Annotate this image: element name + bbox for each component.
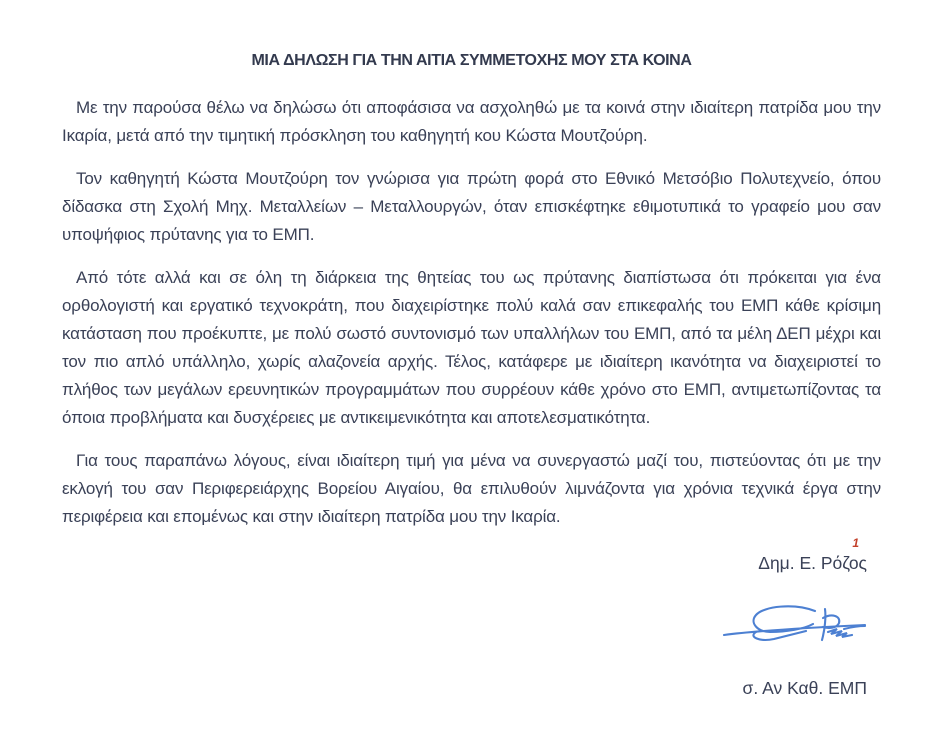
signatory-name: Δημ. Ε. Ρόζος xyxy=(758,553,867,573)
document-body xyxy=(62,94,881,531)
paragraph-3: Από τότε αλλά και σε όλη τη διάρκεια της θητείας του ως πρύτανης διαπίστωσα ότι πρόκειται για ένα ορθολογιστή και εργατικό τεχνοκράτη, που διαχειρίστηκε πολύ καλά σαν επικεφαλής του ΕΜΠ κάθε κρίσιμη κατάσταση που προέκυπτε, με πολύ σωστό συντονισμό των υπαλλήλων του ΕΜΠ, από τα μέλη ΔΕΠ μέχρι και τον πιο απλό υπάλληλο, χωρίς αλαζονεία αρχής. Τέλος, κατάφερε με ιδιαίτερη ικανότητα να διαχειριστεί το πλήθος των μεγάλων ερευνητικών προγραμμάτων που συρρέουν κάθε χρόνο στο ΕΜΠ, αντιμετωπίζοντας τα όποια προβλήματα και δυσχέρειες με αντικειμενικότητα και αποτελεσματικότητα. xyxy=(62,268,881,427)
handwritten-signature-icon xyxy=(722,601,867,656)
red-annotation-mark: 1 xyxy=(852,536,859,550)
paragraph-1: Με την παρούσα θέλω να δηλώσω ότι αποφάσισα να ασχοληθώ με τα κοινά στην ιδιαίτερη πατρίδα μου την Ικαρία, μετά από την τιμητική πρόσκληση του καθηγητή κου Κώστα Μουτζούρη. xyxy=(62,98,881,145)
signatory-role: σ. Αν Καθ. ΕΜΠ xyxy=(742,678,867,698)
document-title: ΜΙΑ ΔΗΛΩΣΗ ΓΙΑ ΤΗΝ ΑΙΤΙΑ ΣΥΜΜΕΤΟΧΗΣ ΜΟΥ ΣΤΑ ΚΟΙΝΑ xyxy=(251,52,692,69)
paragraph-4: Για τους παραπάνω λόγους, είναι ιδιαίτερη τιμή για μένα να συνεργαστώ μαζί του, πιστεύοντας ότι με την εκλογή του σαν Περιφερειάρχης Βορείου Αιγαίου, θα επιλυθούν λιμνάζοντα για χρόνια τεχνικά έργα στην περιφέρεια και επομένως και στην ιδιαίτερη πατρίδα μου την Ικαρία. xyxy=(62,451,881,526)
paragraph-2: Τον καθηγητή Κώστα Μουτζούρη τον γνώρισα για πρώτη φορά στο Εθνικό Μετσόβιο Πολυτεχνείο, όπου δίδασκα στη Σχολή Μηχ. Μεταλλείων – Μεταλλουργών, όταν επισκέφτηκε εθιμοτυπικά το γραφείο μου σαν υποψήφιος πρύτανης για το ΕΜΠ. xyxy=(62,169,881,244)
signature-block xyxy=(722,536,867,700)
